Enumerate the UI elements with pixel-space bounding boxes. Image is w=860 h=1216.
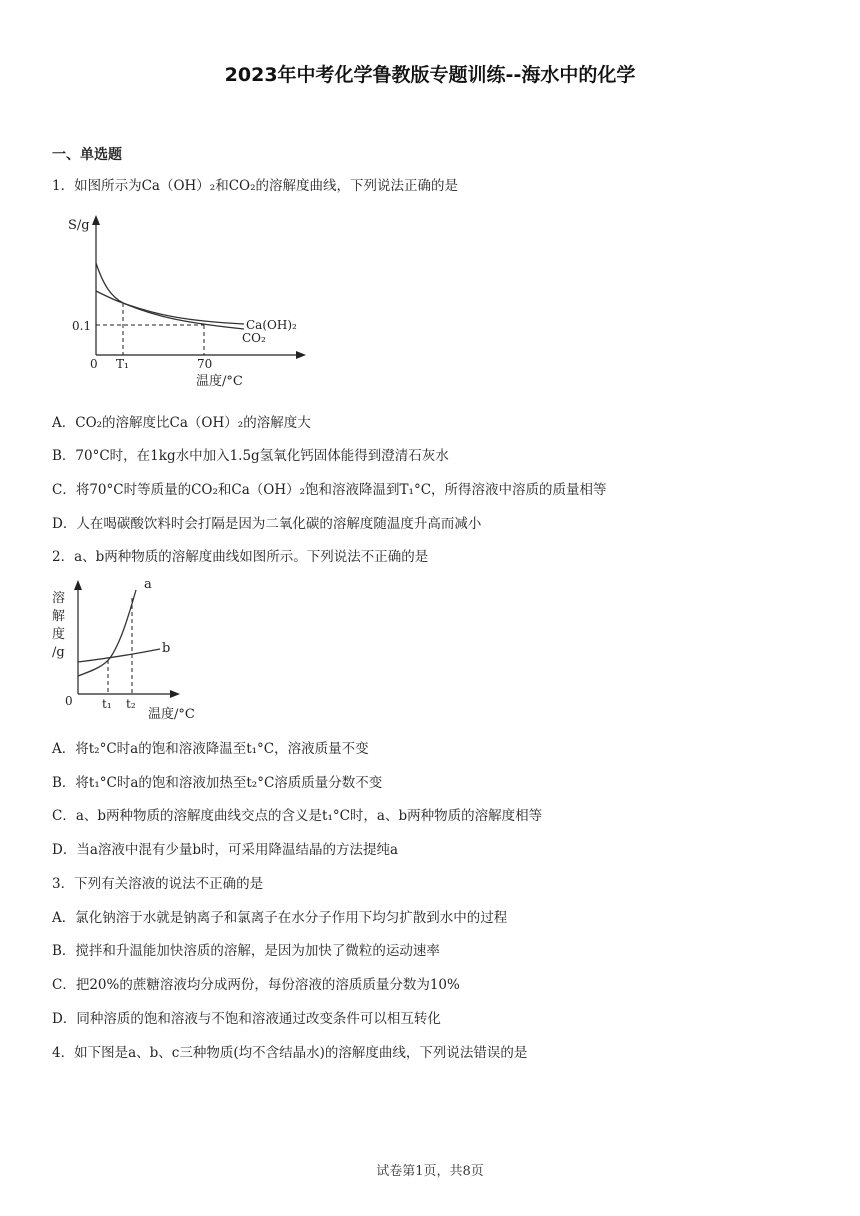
solubility-chart-q1 xyxy=(66,205,316,390)
q3-option-b: B．搅拌和升温能加快溶质的溶解，是因为加快了微粒的运动速率 xyxy=(52,943,440,959)
co2-label: CO₂ xyxy=(242,331,266,345)
x-tick-t1: T₁ xyxy=(116,357,129,371)
section-heading: 一、单选题 xyxy=(52,147,122,163)
y-axis-label-1: 溶 xyxy=(52,591,66,606)
y-axis-arrow-icon xyxy=(92,215,100,225)
x-tick-70: 70 xyxy=(197,357,213,371)
caoh2-label: Ca(OH)₂ xyxy=(246,318,297,332)
q2-option-b: B．将t₁°C时a的饱和溶液加热至t₂°C溶质质量分数不变 xyxy=(52,775,383,791)
q1-option-a: A．CO₂的溶解度比Ca（OH）₂的溶解度大 xyxy=(52,415,311,431)
q1-option-d: D．人在喝碳酸饮料时会打隔是因为二氧化碳的溶解度随温度升高而减小 xyxy=(52,516,482,532)
curve-b-label: b xyxy=(162,641,171,656)
y-tick-0.1: 0.1 xyxy=(72,319,92,333)
y-axis-label-4: /g xyxy=(52,645,65,660)
x-axis-label: 温度/°C xyxy=(148,707,195,722)
question-1-stem: 1．如图所示为Ca（OH）₂和CO₂的溶解度曲线，下列说法正确的是 xyxy=(52,178,459,194)
solubility-chart-q2 xyxy=(50,572,210,724)
curve-a xyxy=(78,590,136,676)
question-2-stem: 2．a、b两种物质的溶解度曲线如图所示。下列说法不正确的是 xyxy=(52,549,429,565)
curve-a-label: a xyxy=(144,577,152,592)
origin-label: 0 xyxy=(90,357,98,371)
y-axis-label: S/g xyxy=(68,218,90,233)
q2-option-d: D．当a溶液中混有少量b时，可采用降温结晶的方法提纯a xyxy=(52,842,399,858)
question-3-stem: 3．下列有关溶液的说法不正确的是 xyxy=(52,876,264,892)
page-footer: 试卷第1页，共8页 xyxy=(376,1164,484,1179)
curve-b xyxy=(78,649,160,662)
co2-curve xyxy=(96,263,244,329)
y-axis-label-2: 解 xyxy=(52,609,66,624)
q2-option-a: A．将t₂°C时a的饱和溶液降温至t₁°C，溶液质量不变 xyxy=(52,741,369,757)
caoh2-curve xyxy=(96,291,244,324)
q2-option-c: C．a、b两种物质的溶解度曲线交点的含义是t₁°C时，a、b两种物质的溶解度相等 xyxy=(52,808,543,824)
q3-option-a: A．氯化钠溶于水就是钠离子和氯离子在水分子作用下均匀扩散到水中的过程 xyxy=(52,910,508,926)
q3-option-d: D．同种溶质的饱和溶液与不饱和溶液通过改变条件可以相互转化 xyxy=(52,1011,441,1027)
x-tick-t2: t₂ xyxy=(126,697,136,711)
y-axis-label-3: 度 xyxy=(52,627,66,642)
origin-label: 0 xyxy=(65,694,73,708)
q3-option-c: C．把20%的蔗糖溶液均分成两份，每份溶液的溶质质量分数为10% xyxy=(52,977,460,993)
x-axis-arrow-icon xyxy=(296,351,306,359)
q1-option-b: B．70°C时，在1kg水中加入1.5g氢氧化钙固体能得到澄清石灰水 xyxy=(52,448,449,464)
q1-option-c: C．将70°C时等质量的CO₂和Ca（OH）₂饱和溶液降温到T₁°C，所得溶液中溶质的质量相等 xyxy=(52,482,607,498)
x-tick-t1: t₁ xyxy=(102,697,112,711)
y-axis-arrow-icon xyxy=(74,580,82,590)
page-title: 2023年中考化学鲁教版专题训练--海水中的化学 xyxy=(224,64,636,86)
x-axis-arrow-icon xyxy=(170,690,180,698)
x-axis-label: 温度/°C xyxy=(196,374,243,389)
question-4-stem: 4．如下图是a、b、c三种物质(均不含结晶水)的溶解度曲线，下列说法错误的是 xyxy=(52,1045,528,1061)
